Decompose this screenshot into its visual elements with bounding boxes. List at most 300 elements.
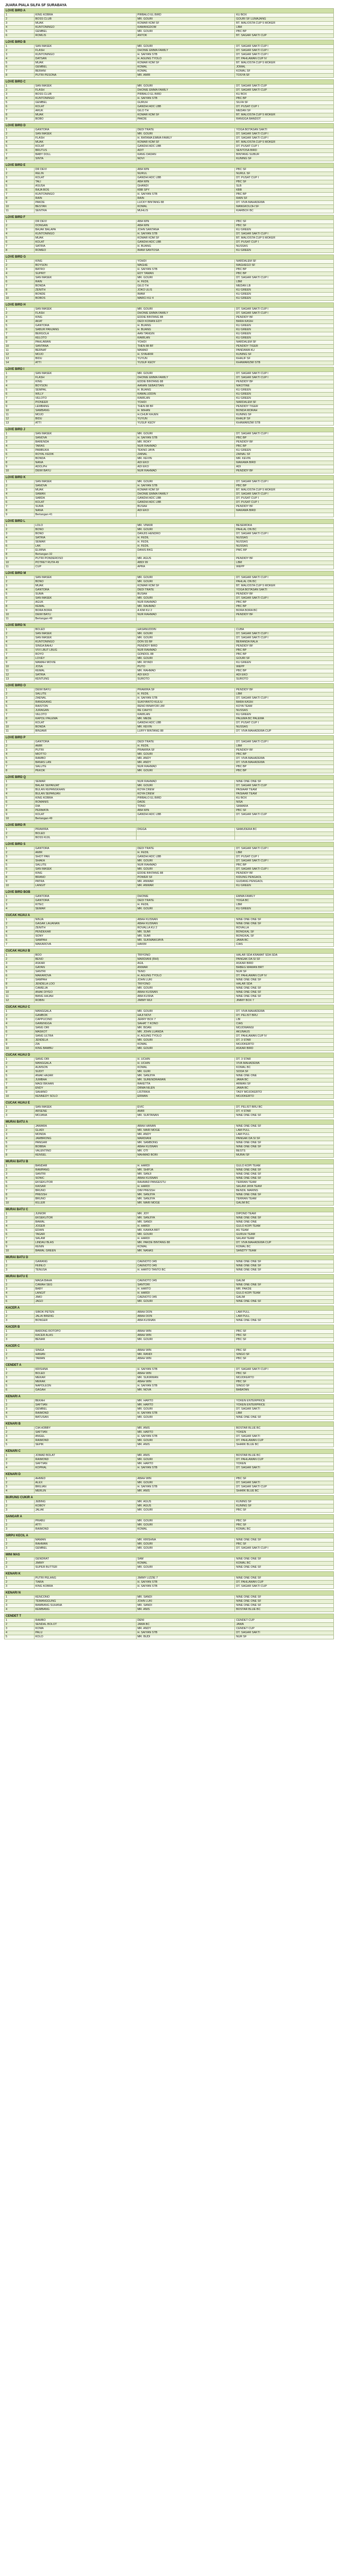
- bird-name-cell: KUNTONINGO: [34, 640, 136, 645]
- table-row: [5, 995, 334, 999]
- rank-cell: 2: [5, 1168, 35, 1173]
- team-cell: GULO KOPI TEAM: [235, 1164, 334, 1168]
- team-cell: PBC SF: [235, 180, 334, 184]
- table-row: [5, 260, 334, 264]
- bird-name-cell: ROYO: [34, 653, 136, 657]
- team-cell: DT. SAGAR SAKTI CUP I: [235, 597, 334, 601]
- rank-cell: 1: [5, 688, 35, 692]
- rank-cell: 10: [5, 665, 35, 669]
- bird-name-cell: MANGGALA: [34, 1010, 136, 1014]
- rank-cell: 12: [5, 673, 35, 677]
- bird-name-cell: KACER ALAS: [34, 1334, 136, 1338]
- owner-cell: MR. GOURI: [136, 1458, 235, 1462]
- rank-cell: 8: [5, 809, 35, 813]
- team-cell: KU GREEN: [235, 336, 334, 341]
- rank-cell: 2: [5, 1014, 35, 1018]
- bird-name-cell: ATTI: [34, 421, 136, 426]
- table-row: [5, 1070, 334, 1074]
- team-cell: LBM: [235, 692, 334, 697]
- rank-cell: 12: [5, 417, 35, 421]
- bird-name-cell: BONO: [34, 580, 136, 584]
- team-cell: SHARK BLUE BC: [235, 1443, 334, 1447]
- bird-name-cell: KOLAT: [34, 241, 136, 245]
- team-cell: LAM PULL: [235, 1129, 334, 1133]
- bird-name-cell: SAN MASEK: [34, 597, 136, 601]
- table-row: [5, 780, 334, 784]
- rank-cell: 4: [5, 907, 35, 911]
- owner-cell: H. HARDI: [136, 1225, 235, 1229]
- rank-cell: 2: [5, 528, 35, 532]
- table-row: [5, 895, 334, 899]
- table-row: [5, 1133, 334, 1137]
- owner-cell: [136, 513, 235, 517]
- owner-cell: MR. SURENDRAWAN: [136, 1078, 235, 1082]
- bird-name-cell: TARAS: [34, 445, 136, 449]
- bird-name-cell: ALEX: [34, 1481, 136, 1485]
- bird-name-cell: JUMBAA: [34, 1078, 136, 1082]
- rank-cell: 1: [5, 1577, 35, 1581]
- owner-cell: ABAH WIN: [136, 1477, 235, 1481]
- owner-cell: MR. GOURI: [136, 1481, 235, 1485]
- table-row: [5, 966, 334, 970]
- results-table: [4, 1164, 334, 1206]
- results-table: [4, 1124, 334, 1158]
- rank-cell: 4: [5, 445, 35, 449]
- table-row: [5, 1047, 334, 1051]
- team-cell: PBC SF: [235, 1509, 334, 1513]
- bird-name-cell: KING: [34, 872, 136, 876]
- rank-cell: 12: [5, 999, 35, 1003]
- team-cell: JOMAL: [235, 65, 334, 70]
- owner-cell: DHONIE EMMA FAMILY: [136, 49, 235, 53]
- rank-cell: 6: [5, 328, 35, 332]
- owner-cell: BUSAH: [136, 505, 235, 509]
- team-cell: PBC SF: [235, 1372, 334, 1376]
- bird-name-cell: BENAR: [34, 1338, 136, 1342]
- rank-cell: 8: [5, 336, 35, 341]
- owner-cell: KOYA CREW: [136, 788, 235, 792]
- rank-cell: 1: [5, 1349, 35, 1353]
- rank-cell: 11: [5, 730, 35, 734]
- table-row: [5, 524, 334, 528]
- table-row: [5, 832, 334, 836]
- table-row: [5, 13, 334, 18]
- table-row: [5, 1233, 334, 1237]
- bird-name-cell: JIMMY: [34, 1562, 136, 1566]
- bird-name-cell: KOLAT: [34, 145, 136, 149]
- rank-cell: 8: [5, 509, 35, 513]
- table-row: [5, 372, 334, 376]
- rank-cell: 11: [5, 349, 35, 353]
- rank-cell: 5: [5, 388, 35, 393]
- owner-cell: DEDI TRATE: [136, 128, 235, 132]
- rank-cell: 4: [5, 97, 35, 101]
- table-row: [5, 987, 334, 991]
- rank-cell: 4: [5, 320, 35, 324]
- team-cell: ROVALLA: [235, 926, 334, 930]
- rank-cell: 9: [5, 513, 35, 517]
- rank-cell: 4: [5, 1466, 35, 1470]
- team-cell: PENDIDY BF: [235, 316, 334, 320]
- table-row: [5, 1353, 334, 1357]
- results-table: [4, 432, 334, 473]
- bird-name-cell: GEMBEL: [34, 65, 136, 70]
- rank-cell: 7: [5, 505, 35, 509]
- owner-cell: DEDI TRATE: [136, 847, 235, 851]
- table-row: [5, 1279, 334, 1283]
- team-cell: KU GREEN: [235, 393, 334, 397]
- rank-cell: 4: [5, 1022, 35, 1026]
- rank-cell: 3: [5, 1133, 35, 1137]
- owner-cell: ROVALLA KU 2: [136, 926, 235, 930]
- owner-cell: MR. SUKMAWIJAYA: [136, 939, 235, 943]
- team-cell: DT. VIVA MAHADEWA CUP: [235, 1241, 334, 1245]
- table-row: [5, 805, 334, 809]
- bird-name-cell: VALENTINO: [34, 1149, 136, 1154]
- bird-name-cell: LEMBANG: [34, 405, 136, 409]
- table-row: [5, 1145, 334, 1149]
- rank-cell: 5: [5, 449, 35, 453]
- team-cell: BESEMOKA: [235, 524, 334, 528]
- owner-cell: ABA WIN: [136, 809, 235, 813]
- bird-name-cell: BANDAR: [34, 1164, 136, 1168]
- owner-cell: DHONIE EMMA FAMILY: [136, 312, 235, 316]
- owner-cell: CAENOTO 345: [136, 1264, 235, 1268]
- rank-cell: 7: [5, 109, 35, 113]
- team-cell: BT. MALIOSTA CUP 5 MOKER: [235, 22, 334, 26]
- bird-name-cell: KILLER: [34, 1201, 136, 1206]
- bird-name-cell: BOYSON: [34, 384, 136, 388]
- team-cell: BABEG MAWAN BRT: [235, 966, 334, 970]
- table-row: [5, 930, 334, 935]
- rank-cell: 6: [5, 801, 35, 805]
- table-row: [5, 705, 334, 709]
- owner-cell: NUR RAHMAD: [136, 469, 235, 473]
- table-row: [5, 1368, 334, 1372]
- owner-cell: JIMMY MUI: [136, 999, 235, 1003]
- owner-cell: KAWILAN: [136, 336, 235, 341]
- team-cell: PENDIDY BF: [235, 749, 334, 753]
- results-table: [4, 1057, 334, 1099]
- table-row: [5, 357, 334, 361]
- bird-name-cell: BOBBIA: [34, 1145, 136, 1149]
- team-cell: KU GREEN: [235, 907, 334, 911]
- bird-name-cell: KING KOBRA: [34, 13, 136, 18]
- team-cell: DT. VIVA MAHADEWA: [235, 1010, 334, 1014]
- bird-name-cell: PRABU: [34, 1519, 136, 1523]
- bird-name-cell: DIA: [34, 805, 136, 809]
- table-row: [5, 280, 334, 284]
- results-table: [4, 1310, 334, 1323]
- team-cell: PBC SF: [235, 1334, 334, 1338]
- team-cell: PBC BP: [235, 97, 334, 101]
- team-cell: PANGAK DA SI SF: [235, 958, 334, 962]
- rank-cell: 9: [5, 661, 35, 665]
- rank-cell: 10: [5, 409, 35, 413]
- team-cell: DT. SAGAR SAKTI: [235, 1435, 334, 1439]
- bird-name-cell: SEMAR: [34, 780, 136, 784]
- bird-name-cell: MUAK: [34, 236, 136, 241]
- rank-cell: 8: [5, 249, 35, 253]
- rank-cell: 3: [5, 1547, 35, 1551]
- owner-cell: MR. GOURI: [136, 18, 235, 22]
- rank-cell: 8: [5, 769, 35, 773]
- bird-name-cell: AUMSON: [34, 1066, 136, 1070]
- owner-cell: DEDI TRATE: [136, 899, 235, 903]
- bird-name-cell: JUNIOR: [34, 1212, 136, 1216]
- owner-cell: H. SAIYAN STB: [136, 1585, 235, 1589]
- team-cell: NINE ONE ONE SF: [235, 987, 334, 991]
- table-row: [5, 1039, 334, 1043]
- owner-cell: ABAH WIN: [136, 1357, 235, 1361]
- rank-cell: 7: [5, 332, 35, 336]
- owner-cell: LUCKY BINTANG 88: [136, 201, 235, 205]
- bird-name-cell: MANGGALA: [34, 1062, 136, 1066]
- rank-cell: 6: [5, 241, 35, 245]
- owner-cell: MR. GOURI: [136, 859, 235, 863]
- rank-cell: 7: [5, 70, 35, 74]
- owner-cell: MR. GOURI: [136, 480, 235, 484]
- rank-cell: 6: [5, 597, 35, 601]
- rank-cell: 3: [5, 1319, 35, 1323]
- table-row: [5, 401, 334, 405]
- team-cell: DT. SAGAR SAKTI CUP I: [235, 632, 334, 636]
- table-row: [5, 540, 334, 545]
- team-cell: PBC BP: [235, 863, 334, 868]
- team-cell: RANGGA BANDOT: [235, 117, 334, 122]
- bird-name-cell: MUAK: [34, 141, 136, 145]
- rank-cell: 10: [5, 561, 35, 565]
- table-row: [5, 553, 334, 557]
- results-table: [4, 740, 334, 773]
- group-title: LOVE BIRD O: [4, 683, 334, 688]
- bird-name-cell: JAMBRONG: [34, 1137, 136, 1141]
- table-row: [5, 669, 334, 673]
- bird-name-cell: BORA BORA: [34, 609, 136, 613]
- bird-name-cell: SINGA: [34, 1349, 136, 1353]
- team-cell: PAHLAL ON BC: [235, 528, 334, 532]
- owner-cell: MR. GOURI: [136, 30, 235, 34]
- bird-name-cell: BABY: [34, 1287, 136, 1292]
- table-row: [5, 1087, 334, 1091]
- team-cell: SINGO SF: [235, 1353, 334, 1357]
- bird-name-cell: SANG ORI: [34, 1026, 136, 1030]
- table-row: [5, 876, 334, 880]
- rank-cell: 5: [5, 276, 35, 280]
- bird-name-cell: BULAN KEPANGKAAN: [34, 788, 136, 792]
- bird-name-cell: PUTRI PONDEROSO: [34, 557, 136, 561]
- bird-name-cell: ZIA: [34, 1043, 136, 1047]
- bird-name-cell: PAHLAWAN: [34, 341, 136, 345]
- owner-cell: MR. GOURI: [136, 1439, 235, 1443]
- rank-cell: 2: [5, 312, 35, 316]
- bird-name-cell: DEWI BAYU: [34, 469, 136, 473]
- table-row: [5, 1114, 334, 1118]
- bird-name-cell: BARENDA: [34, 440, 136, 445]
- owner-cell: KOMAR KDM SF: [136, 113, 235, 117]
- rank-cell: 3: [5, 697, 35, 701]
- owner-cell: ABAH WIN: [136, 1334, 235, 1338]
- bird-name-cell: GANTORA: [34, 588, 136, 592]
- results-table: [4, 523, 334, 569]
- table-row: [5, 744, 334, 749]
- table-row: [5, 328, 334, 332]
- bird-name-cell: BOSS CLUB: [34, 93, 136, 97]
- table-row: [5, 293, 334, 297]
- team-cell: KBB: [235, 189, 334, 193]
- table-row: [5, 1519, 334, 1523]
- team-cell: SLB: [235, 184, 334, 189]
- table-row: [5, 1596, 334, 1600]
- table-row: [5, 868, 334, 872]
- table-row: [5, 388, 334, 393]
- group-title: LOVE BIRD E: [4, 163, 334, 167]
- owner-cell: H. UCHIN: [136, 1058, 235, 1062]
- results-document: [4, 3, 334, 1639]
- team-cell: NUSSAS: [235, 540, 334, 545]
- bird-name-cell: ZENITH: [34, 926, 136, 930]
- bird-name-cell: Bertangan 32: [34, 553, 136, 557]
- bird-name-cell: SHOT PAN: [34, 855, 136, 859]
- team-cell: NINE ONE ONE SF: [235, 918, 334, 922]
- owner-cell: KOMAL: [136, 1528, 235, 1532]
- team-cell: LAM PULL: [235, 1311, 334, 1315]
- rank-cell: 2: [5, 580, 35, 584]
- owner-cell: KOMAR KDM SF: [136, 488, 235, 493]
- rank-cell: 1: [5, 1538, 35, 1543]
- team-cell: DT. SAGAR SAKTI CUP: [235, 784, 334, 788]
- owner-cell: TONO: [136, 805, 235, 809]
- bird-name-cell: RAIN: [34, 197, 136, 201]
- owner-cell: MR. SANDI: [136, 1221, 235, 1225]
- rank-cell: 1: [5, 1010, 35, 1014]
- owner-cell: EDDIE BINTANG 88: [136, 380, 235, 384]
- team-cell: SILFA SF: [235, 101, 334, 105]
- owner-cell: MR. ANIS: [136, 1443, 235, 1447]
- rank-cell: 4: [5, 57, 35, 61]
- team-cell: PENDIDY TIGER: [235, 345, 334, 349]
- bird-name-cell: MAKAROVA: [34, 974, 136, 978]
- team-cell: [235, 617, 334, 621]
- team-cell: KOMAL BC: [235, 1562, 334, 1566]
- rank-cell: 6: [5, 501, 35, 505]
- team-cell: [235, 836, 334, 840]
- rank-cell: 10: [5, 884, 35, 888]
- bird-name-cell: CIA HOBBY: [34, 1427, 136, 1431]
- owner-cell: ABA KUSNA: [136, 995, 235, 999]
- bird-name-cell: MOJO: [34, 413, 136, 417]
- table-row: [5, 1026, 334, 1030]
- table-row: [5, 1137, 334, 1141]
- team-cell: DT. SAGAR SAKTI CUP I: [235, 49, 334, 53]
- team-cell: DT. PUSAT CUP I: [235, 721, 334, 725]
- results-table: [4, 1399, 334, 1420]
- rank-cell: 1: [5, 1330, 35, 1334]
- table-row: [5, 1237, 334, 1241]
- table-row: [5, 509, 334, 513]
- rank-cell: 9: [5, 293, 35, 297]
- owner-cell: MR. ANDY: [136, 761, 235, 765]
- team-cell: GOURI SF LUMAJANG: [235, 18, 334, 22]
- owner-cell: MR. GOURI: [136, 1523, 235, 1528]
- team-cell: MANGKOLOH SF: [235, 205, 334, 209]
- bird-name-cell: BARONG ROTOPO: [34, 1330, 136, 1334]
- bird-name-cell: PRESSH: [34, 1193, 136, 1197]
- bird-name-cell: BAWAL: [34, 1221, 136, 1225]
- bird-name-cell: BOO: [34, 954, 136, 958]
- bird-name-cell: PALU: [34, 1631, 136, 1635]
- team-cell: KU GREEN: [235, 249, 334, 253]
- team-cell: BT. MALIOSTA CUP 5 MOKER: [235, 141, 334, 145]
- owner-cell: MR. HARTO: [136, 1399, 235, 1403]
- table-row: [5, 1197, 334, 1201]
- owner-cell: BUSAH: [136, 592, 235, 597]
- owner-cell: YUSUF KEDY: [136, 421, 235, 426]
- bird-name-cell: KING BAMBU: [34, 1047, 136, 1051]
- rank-cell: 1: [5, 1557, 35, 1562]
- group-title: LOVE BIRD N: [4, 623, 334, 628]
- team-cell: WEPP: [235, 565, 334, 569]
- bird-name-cell: AKAT: [34, 320, 136, 324]
- table-row: [5, 851, 334, 855]
- rank-cell: 1: [5, 1368, 35, 1372]
- table-row: [5, 1319, 334, 1323]
- owner-cell: DHONIE: [136, 895, 235, 899]
- team-cell: NINE ONE ONE SF: [235, 978, 334, 982]
- table-row: [5, 1485, 334, 1489]
- team-cell: DT. PUSAT CUP I: [235, 497, 334, 501]
- bird-name-cell: BERANI: [34, 70, 136, 74]
- team-cell: NINE ONE ONE SF: [235, 1604, 334, 1608]
- team-cell: DT. PAHLAWAN CUP IV: [235, 974, 334, 978]
- group-title: LOVE BIRD D: [4, 123, 334, 128]
- team-cell: GURUH TEAM: [235, 1233, 334, 1237]
- table-row: [5, 1201, 334, 1206]
- owner-cell: KAWILAN: [136, 397, 235, 401]
- bird-name-cell: KEMAL: [34, 669, 136, 673]
- team-cell: DT. SAGAR SAKTI CUP I: [235, 45, 334, 49]
- rank-cell: 2: [5, 784, 35, 788]
- rank-cell: 4: [5, 384, 35, 388]
- owner-cell: MR. GOURI: [136, 868, 235, 872]
- team-cell: PBC SF: [235, 1338, 334, 1342]
- owner-cell: YUYUN: [136, 417, 235, 421]
- team-cell: DT. PUSAT CUP I: [235, 176, 334, 180]
- rank-cell: 11: [5, 617, 35, 621]
- owner-cell: JOHN SANTANA: [136, 228, 235, 232]
- table-row: [5, 1577, 334, 1581]
- team-cell: NUSSAS: [235, 245, 334, 249]
- team-cell: GULO KOPI TEAM: [235, 1225, 334, 1229]
- team-cell: PAHLAL ON BC: [235, 580, 334, 584]
- group-title: KENARI N: [4, 1590, 334, 1595]
- table-row: [5, 999, 334, 1003]
- team-cell: MR. KEVIN: [235, 457, 334, 461]
- rank-cell: 1: [5, 1279, 35, 1283]
- table-row: [5, 597, 334, 601]
- rank-cell: 3: [5, 488, 35, 493]
- table-row: [5, 49, 334, 53]
- owner-cell: MR. AGUS: [136, 557, 235, 561]
- owner-cell: NOVI: [136, 157, 235, 161]
- bird-name-cell: Bertangan 41: [34, 513, 136, 517]
- team-cell: PENDIDY BF: [235, 380, 334, 384]
- owner-cell: DRMA NILEN: [136, 1087, 235, 1091]
- owner-cell: ADI EKO: [136, 509, 235, 513]
- table-row: [5, 53, 334, 57]
- rank-cell: 6: [5, 1388, 35, 1393]
- bird-name-cell: FLASH: [34, 376, 136, 380]
